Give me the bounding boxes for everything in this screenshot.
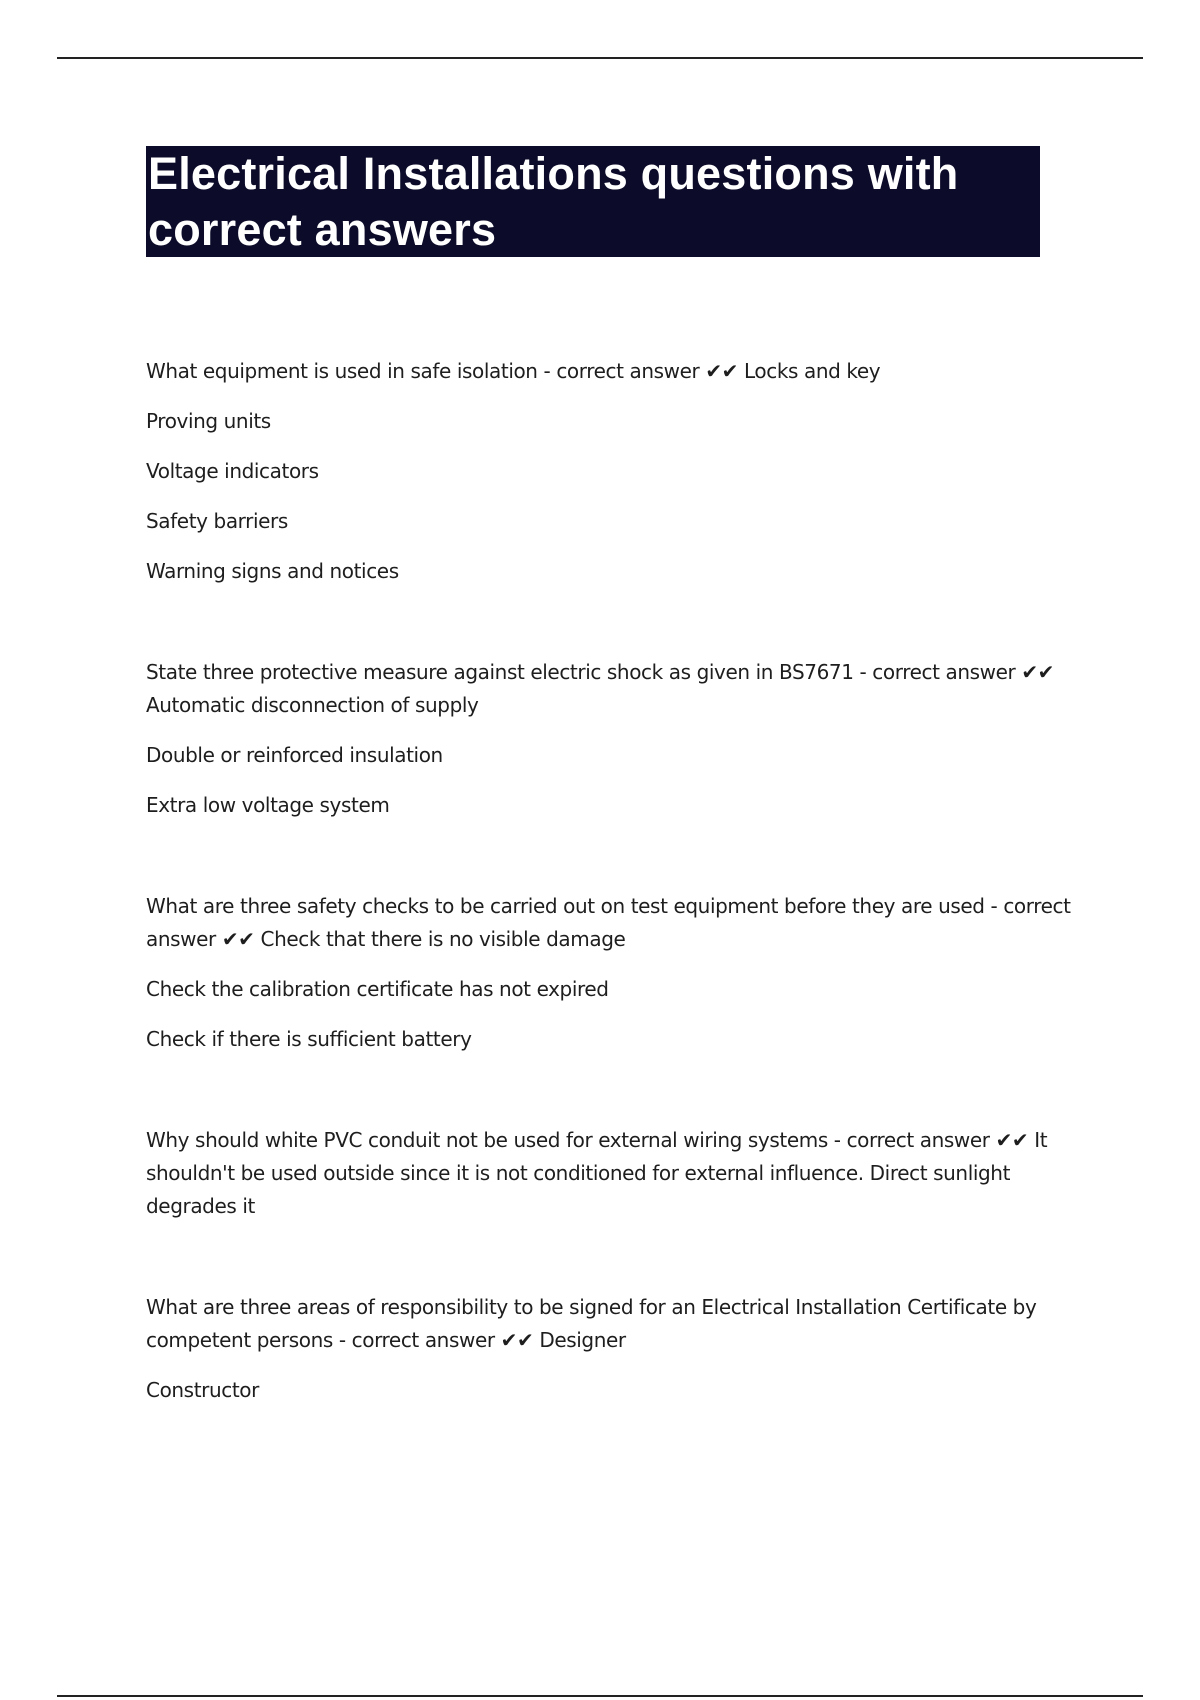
answer-line: Constructor [146, 1378, 259, 1402]
check-mark-icon: ✔✔ [1021, 660, 1055, 684]
answer-text: Locks and key [744, 359, 881, 383]
answer-line: Check the calibration certificate has not expired [146, 977, 609, 1001]
question-text: What are three areas of responsibility to be signed for an Electrical Installation Certificate by competent persons - correct answer [146, 1295, 1037, 1352]
answer-line: Check if there is sufficient battery [146, 1027, 472, 1051]
question-line [146, 656, 1086, 722]
answer-text: Designer [539, 1328, 626, 1352]
answer-text: Check that there is no visible damage [260, 927, 626, 951]
answer-text: Automatic disconnection of supply [146, 693, 479, 717]
answer-line: Voltage indicators [146, 459, 319, 483]
question-text: State three protective measure against electric shock as given in BS7671 - correct answer [146, 660, 1016, 684]
qa-item [146, 1291, 1086, 1407]
top-rule [57, 57, 1143, 59]
question-line [146, 355, 1086, 388]
qa-item [146, 656, 1086, 822]
question-text: What are three safety checks to be carried out on test equipment before they are used - correct answer [146, 894, 1071, 951]
question-line [146, 890, 1086, 956]
document-title: Electrical Installations questions with correct answers [148, 148, 959, 255]
check-mark-icon: ✔✔ [705, 359, 739, 383]
qa-item [146, 355, 1086, 588]
bottom-rule [57, 1695, 1143, 1697]
check-mark-icon: ✔✔ [995, 1128, 1029, 1152]
title-banner [146, 146, 1040, 257]
question-text: What equipment is used in safe isolation - correct answer [146, 359, 700, 383]
answer-line: Double or reinforced insulation [146, 743, 443, 767]
check-mark-icon: ✔✔ [500, 1328, 534, 1352]
answer-line: Warning signs and notices [146, 559, 399, 583]
answer-text: It shouldn't be used outside since it is not conditioned for external influence. Direct sunlight degrades it [146, 1128, 1048, 1218]
qa-item [146, 1124, 1086, 1223]
answer-line: Proving units [146, 409, 271, 433]
question-line [146, 1124, 1086, 1223]
answer-line: Extra low voltage system [146, 793, 390, 817]
question-line [146, 1291, 1086, 1357]
answer-line: Safety barriers [146, 509, 288, 533]
check-mark-icon: ✔✔ [221, 927, 255, 951]
qa-item [146, 890, 1086, 1056]
qa-list [146, 355, 1086, 1475]
question-text: Why should white PVC conduit not be used for external wiring systems - correct answer [146, 1128, 990, 1152]
